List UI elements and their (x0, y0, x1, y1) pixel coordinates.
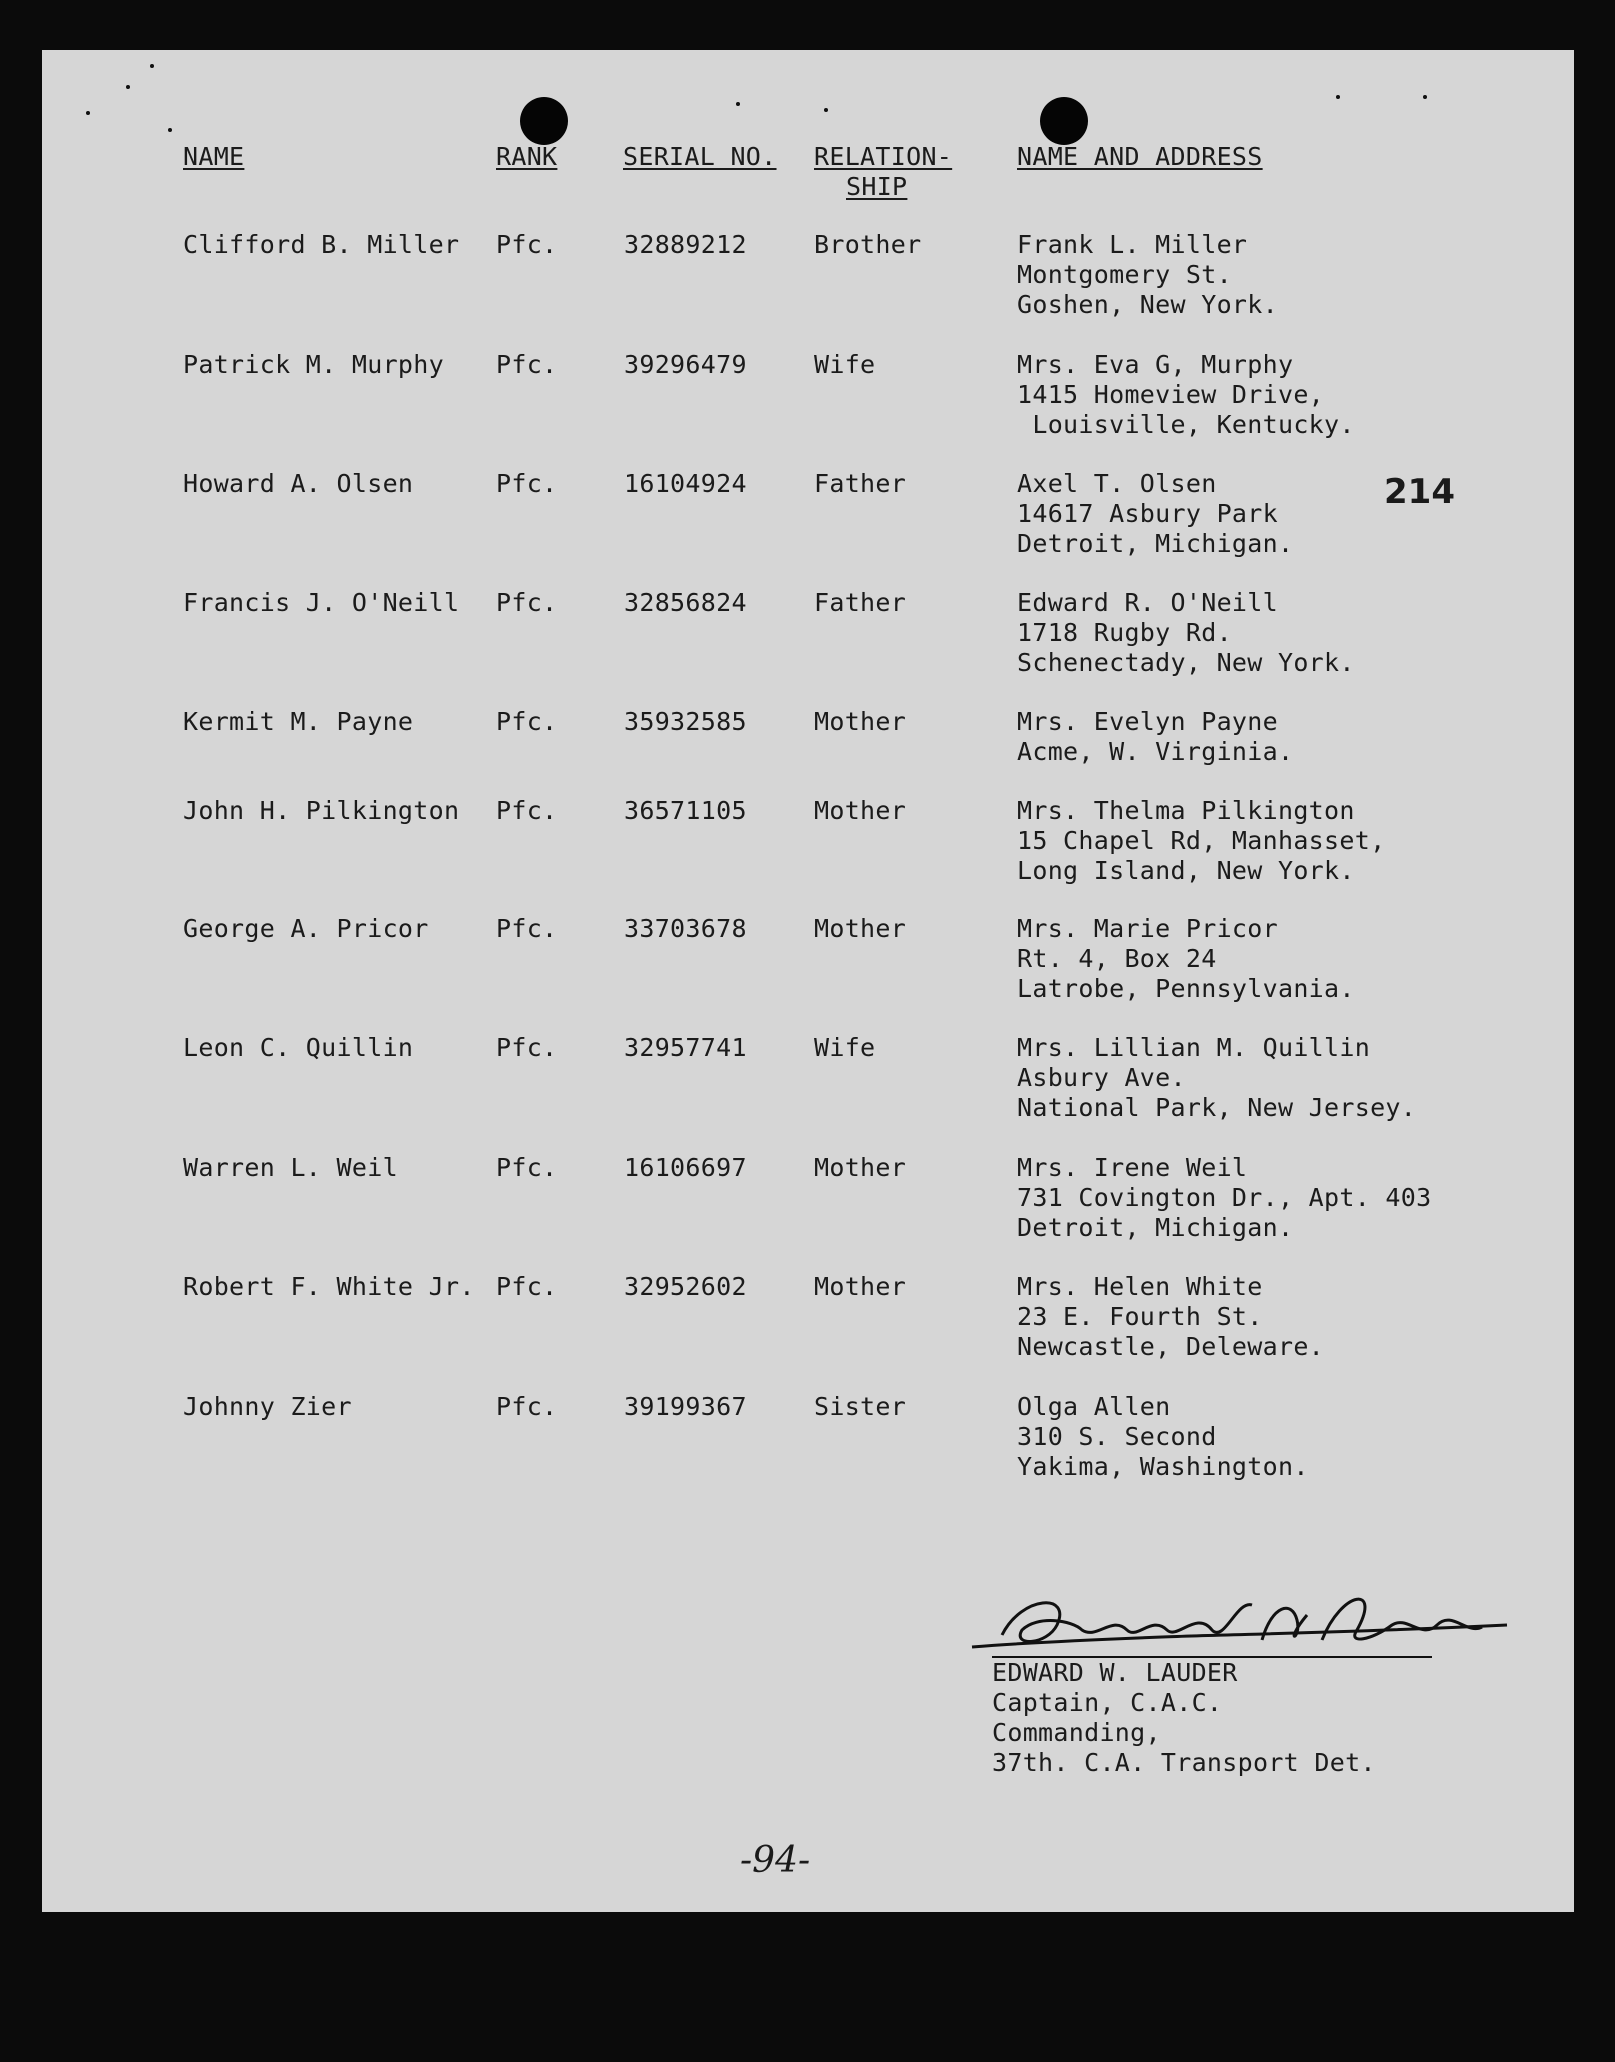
address-line: Mrs. Lillian M. Quillin (1017, 1033, 1371, 1062)
address-line: 1415 Homeview Drive, (1017, 380, 1325, 409)
row-relationship: Mother (814, 1153, 907, 1182)
address-line: Yakima, Washington. (1017, 1452, 1309, 1481)
address-line: Olga Allen (1017, 1392, 1171, 1421)
address-line: 15 Chapel Rd, Manhasset, (1017, 826, 1386, 855)
row-rank: Pfc. (496, 588, 558, 617)
speck (824, 108, 828, 112)
address-line: Long Island, New York. (1017, 856, 1355, 885)
row-address (1017, 796, 1385, 886)
header-relationship-line2: SHIP (846, 172, 908, 201)
row-rank: Pfc. (496, 1153, 558, 1182)
row-relationship: Mother (814, 796, 907, 825)
address-line: Acme, W. Virginia. (1017, 737, 1294, 766)
address-line: Goshen, New York. (1017, 290, 1278, 319)
address-line: Axel T. Olsen (1017, 469, 1217, 498)
row-serial: 16106697 (624, 1153, 747, 1182)
address-line: Edward R. O'Neill (1017, 588, 1278, 617)
header-name: NAME (183, 142, 245, 171)
row-serial: 39199367 (624, 1392, 747, 1421)
signature-title: Captain, C.A.C. (992, 1688, 1223, 1717)
row-rank: Pfc. (496, 707, 558, 736)
row-name: Francis J. O'Neill (183, 588, 460, 617)
row-serial: 36571105 (624, 796, 747, 825)
address-line: Mrs. Evelyn Payne (1017, 707, 1278, 736)
row-address (1017, 588, 1355, 678)
address-line: National Park, New Jersey. (1017, 1093, 1417, 1122)
row-relationship: Wife (814, 350, 876, 379)
row-address (1017, 1033, 1416, 1123)
row-serial: 32952602 (624, 1272, 747, 1301)
address-line: 310 S. Second (1017, 1422, 1217, 1451)
row-relationship: Mother (814, 914, 907, 943)
page-number: -94- (740, 1840, 811, 1881)
speck (126, 85, 130, 89)
row-name: Kermit M. Payne (183, 707, 414, 736)
row-rank: Pfc. (496, 1033, 558, 1062)
address-line: Detroit, Michigan. (1017, 529, 1294, 558)
speck (736, 102, 740, 106)
row-relationship: Father (814, 588, 907, 617)
address-line: 731 Covington Dr., Apt. 403 (1017, 1183, 1432, 1212)
address-line: Mrs. Eva G, Murphy (1017, 350, 1294, 379)
signature-role: Commanding, (992, 1718, 1161, 1747)
row-serial: 39296479 (624, 350, 747, 379)
row-address (1017, 1272, 1324, 1362)
row-rank: Pfc. (496, 796, 558, 825)
address-line: Mrs. Marie Pricor (1017, 914, 1278, 943)
row-serial: 32856824 (624, 588, 747, 617)
row-address (1017, 914, 1355, 1004)
header-relationship-line1: RELATION- (814, 142, 953, 171)
row-name: Patrick M. Murphy (183, 350, 444, 379)
header-serial: SERIAL NO. (623, 142, 777, 171)
address-line: Frank L. Miller (1017, 230, 1248, 259)
address-line: Montgomery St. (1017, 260, 1232, 289)
row-name: Howard A. Olsen (183, 469, 414, 498)
row-address (1017, 707, 1293, 767)
row-address (1017, 230, 1278, 320)
speck (1423, 95, 1427, 99)
address-line: 1718 Rugby Rd. (1017, 618, 1232, 647)
address-line: Mrs. Thelma Pilkington (1017, 796, 1355, 825)
speck (1336, 95, 1340, 99)
row-name: Clifford B. Miller (183, 230, 460, 259)
row-name: John H. Pilkington (183, 796, 460, 825)
row-name: George A. Pricor (183, 914, 429, 943)
row-address (1017, 469, 1293, 559)
row-address (1017, 350, 1355, 440)
row-name: Johnny Zier (183, 1392, 352, 1421)
punch-hole-right (1040, 97, 1088, 145)
row-relationship: Brother (814, 230, 922, 259)
row-serial: 33703678 (624, 914, 747, 943)
row-rank: Pfc. (496, 1272, 558, 1301)
speck (86, 111, 90, 115)
row-name: Warren L. Weil (183, 1153, 398, 1182)
header-rank: RANK (496, 142, 558, 171)
header-name-address: NAME AND ADDRESS (1017, 142, 1263, 171)
row-rank: Pfc. (496, 469, 558, 498)
address-line: Asbury Ave. (1017, 1063, 1186, 1092)
row-relationship: Mother (814, 1272, 907, 1301)
address-line: Newcastle, Deleware. (1017, 1332, 1325, 1361)
row-name: Leon C. Quillin (183, 1033, 414, 1062)
row-relationship: Sister (814, 1392, 907, 1421)
row-address (1017, 1392, 1309, 1482)
row-rank: Pfc. (496, 1392, 558, 1421)
address-line: 23 E. Fourth St. (1017, 1302, 1263, 1331)
row-serial: 35932585 (624, 707, 747, 736)
signature-unit: 37th. C.A. Transport Det. (992, 1748, 1376, 1777)
address-line: Detroit, Michigan. (1017, 1213, 1294, 1242)
address-line: Rt. 4, Box 24 (1017, 944, 1217, 973)
speck (150, 64, 154, 68)
row-address (1017, 1153, 1431, 1243)
row-relationship: Father (814, 469, 907, 498)
speck (168, 128, 172, 132)
handwritten-page-number: 214 (1384, 472, 1455, 512)
row-serial: 32889212 (624, 230, 747, 259)
row-relationship: Wife (814, 1033, 876, 1062)
address-line: 14617 Asbury Park (1017, 499, 1278, 528)
address-line: Latrobe, Pennsylvania. (1017, 974, 1355, 1003)
row-serial: 16104924 (624, 469, 747, 498)
punch-hole-left (520, 97, 568, 145)
signature-name: EDWARD W. LAUDER (992, 1658, 1238, 1687)
row-rank: Pfc. (496, 230, 558, 259)
row-rank: Pfc. (496, 914, 558, 943)
row-serial: 32957741 (624, 1033, 747, 1062)
address-line: Mrs. Irene Weil (1017, 1153, 1248, 1182)
address-line: Mrs. Helen White (1017, 1272, 1263, 1301)
row-name: Robert F. White Jr. (183, 1272, 475, 1301)
row-rank: Pfc. (496, 350, 558, 379)
address-line: Schenectady, New York. (1017, 648, 1355, 677)
address-line: Louisville, Kentucky. (1017, 410, 1355, 439)
row-relationship: Mother (814, 707, 907, 736)
